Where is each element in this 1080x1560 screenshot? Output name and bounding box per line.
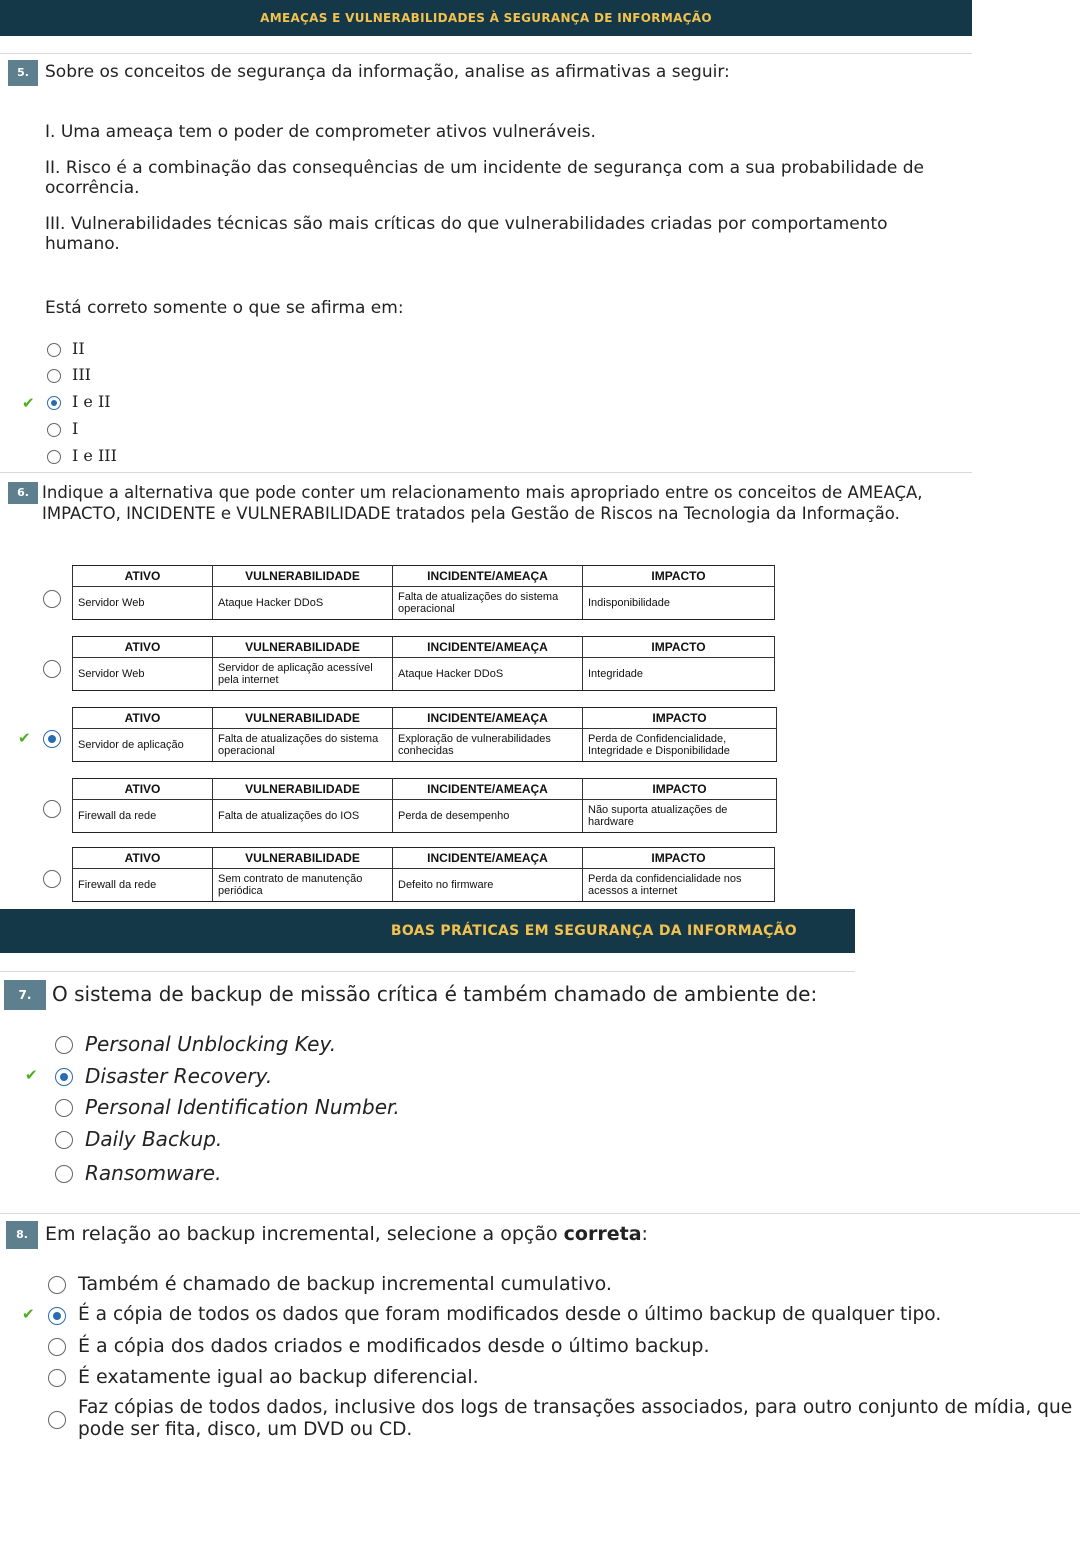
header-ativo: ATIVO bbox=[73, 708, 213, 729]
cell-incidente: Defeito no firmware bbox=[393, 869, 583, 902]
question-emphasis: correta bbox=[563, 1223, 642, 1245]
option-label[interactable]: III bbox=[72, 365, 91, 384]
option-table[interactable] bbox=[72, 636, 775, 691]
header-ativo: ATIVO bbox=[73, 848, 213, 869]
option-table[interactable] bbox=[72, 565, 775, 620]
radio-button[interactable] bbox=[48, 1338, 66, 1356]
radio-button[interactable] bbox=[47, 450, 61, 464]
section-banner-threats bbox=[0, 0, 972, 36]
cell-ativo: Servidor Web bbox=[73, 587, 213, 620]
cell-incidente: Ataque Hacker DDoS bbox=[393, 658, 583, 691]
header-impacto: IMPACTO bbox=[583, 848, 775, 869]
radio-button-selected[interactable] bbox=[55, 1068, 73, 1086]
cell-impacto: Perda da confidencialidade nos acessos a internet bbox=[583, 869, 775, 902]
radio-button[interactable] bbox=[48, 1411, 66, 1429]
cell-impacto: Não suporta atualizações de hardware bbox=[583, 800, 777, 833]
radio-button-selected[interactable] bbox=[48, 1307, 66, 1325]
statement-1: I. Uma ameaça tem o poder de comprometer ativos vulneráveis. bbox=[45, 122, 596, 142]
statement-2: II. Risco é a combinação das consequências de um incidente de segurança com a sua probabilidade de ocorrência. bbox=[45, 158, 924, 198]
option-table[interactable] bbox=[72, 707, 777, 762]
header-impacto: IMPACTO bbox=[583, 566, 775, 587]
radio-button[interactable] bbox=[48, 1276, 66, 1294]
header-vulnerabilidade: VULNERABILIDADE bbox=[213, 779, 393, 800]
cell-vulnerabilidade: Servidor de aplicação acessível pela internet bbox=[213, 658, 393, 691]
header-incidente: INCIDENTE/AMEAÇA bbox=[393, 637, 583, 658]
option-label[interactable]: Daily Backup. bbox=[85, 1127, 223, 1151]
correct-check-icon: ✔ bbox=[22, 1305, 35, 1323]
cell-incidente: Falta de atualizações do sistema operacional bbox=[393, 587, 583, 620]
option-table[interactable] bbox=[72, 847, 775, 902]
correct-check-icon: ✔ bbox=[25, 1066, 38, 1084]
correct-check-icon: ✔ bbox=[22, 394, 35, 412]
radio-button[interactable] bbox=[43, 800, 61, 818]
question-6-text: Indique a alternativa que pode conter um relacionamento mais apropriado entre os conceitos de AMEAÇA, IMPACTO, INCIDENTE e VULNERABILIDADE tratados pela Gestão de Riscos na Tecnologia da Informação. bbox=[42, 483, 923, 523]
option-label[interactable]: Personal Unblocking Key. bbox=[85, 1032, 337, 1056]
header-vulnerabilidade: VULNERABILIDADE bbox=[213, 708, 393, 729]
radio-button[interactable] bbox=[43, 660, 61, 678]
cell-ativo: Servidor Web bbox=[73, 658, 213, 691]
question-number-badge: 6. bbox=[8, 482, 38, 504]
cell-vulnerabilidade: Falta de atualizações do sistema operacional bbox=[213, 729, 393, 762]
cell-impacto: Indisponibilidade bbox=[583, 587, 775, 620]
radio-button[interactable] bbox=[55, 1165, 73, 1183]
option-label[interactable]: Disaster Recovery. bbox=[85, 1064, 273, 1088]
divider bbox=[0, 53, 972, 54]
cell-ativo: Firewall da rede bbox=[73, 800, 213, 833]
cell-vulnerabilidade: Sem contrato de manutenção periódica bbox=[213, 869, 393, 902]
header-impacto: IMPACTO bbox=[583, 779, 777, 800]
option-label[interactable]: II bbox=[72, 339, 85, 358]
header-incidente: INCIDENTE/AMEAÇA bbox=[393, 779, 583, 800]
question-number-badge: 5. bbox=[8, 60, 38, 86]
option-label[interactable]: I bbox=[72, 419, 79, 438]
radio-button[interactable] bbox=[47, 343, 61, 357]
option-label[interactable]: I e II bbox=[72, 392, 111, 411]
header-ativo: ATIVO bbox=[73, 779, 213, 800]
option-label[interactable]: Personal Identification Number. bbox=[85, 1095, 400, 1119]
question-suffix: : bbox=[641, 1223, 648, 1245]
divider bbox=[0, 1213, 1080, 1214]
header-impacto: IMPACTO bbox=[583, 708, 777, 729]
question-number-badge: 7. bbox=[4, 980, 46, 1010]
option-label[interactable]: É a cópia dos dados criados e modificados desde o último backup. bbox=[78, 1335, 710, 1357]
radio-button[interactable] bbox=[43, 590, 61, 608]
cell-ativo: Servidor de aplicação bbox=[73, 729, 213, 762]
section-title: AMEAÇAS E VULNERABILIDADES À SEGURANÇA DE INFORMAÇÃO bbox=[260, 11, 712, 25]
cell-ativo: Firewall da rede bbox=[73, 869, 213, 902]
question-8-text bbox=[45, 1222, 1045, 1246]
section-banner-best-practices bbox=[0, 909, 855, 953]
radio-button[interactable] bbox=[47, 423, 61, 437]
question-number-badge: 8. bbox=[6, 1221, 38, 1249]
question-prefix: Em relação ao backup incremental, selecione a opção bbox=[45, 1223, 564, 1245]
statement-3: III. Vulnerabilidades técnicas são mais críticas do que vulnerabilidades criadas por comportamento humano. bbox=[45, 214, 888, 254]
header-ativo: ATIVO bbox=[73, 637, 213, 658]
option-label[interactable]: I e III bbox=[72, 446, 117, 465]
option-label[interactable]: Faz cópias de todos dados, inclusive dos logs de transações associados, para outro conjunto de mídia, que pode ser fita, disco, um DVD ou CD. bbox=[78, 1397, 1073, 1440]
radio-button-selected[interactable] bbox=[47, 396, 61, 410]
header-vulnerabilidade: VULNERABILIDADE bbox=[213, 637, 393, 658]
header-ativo: ATIVO bbox=[73, 566, 213, 587]
question-5-text: Sobre os conceitos de segurança da informação, analise as afirmativas a seguir: bbox=[45, 62, 730, 82]
radio-button-selected[interactable] bbox=[43, 730, 61, 748]
radio-button[interactable] bbox=[55, 1131, 73, 1149]
question-prompt: Está correto somente o que se afirma em: bbox=[45, 298, 404, 318]
correct-check-icon: ✔ bbox=[18, 729, 31, 747]
radio-button[interactable] bbox=[48, 1369, 66, 1387]
cell-vulnerabilidade: Ataque Hacker DDoS bbox=[213, 587, 393, 620]
radio-button[interactable] bbox=[43, 870, 61, 888]
divider bbox=[0, 472, 972, 473]
header-incidente: INCIDENTE/AMEAÇA bbox=[393, 708, 583, 729]
header-vulnerabilidade: VULNERABILIDADE bbox=[213, 566, 393, 587]
cell-incidente: Perda de desempenho bbox=[393, 800, 583, 833]
option-label[interactable]: Também é chamado de backup incremental cumulativo. bbox=[78, 1273, 612, 1295]
radio-button[interactable] bbox=[55, 1036, 73, 1054]
radio-button[interactable] bbox=[55, 1099, 73, 1117]
header-vulnerabilidade: VULNERABILIDADE bbox=[213, 848, 393, 869]
divider bbox=[0, 971, 855, 972]
option-table[interactable] bbox=[72, 778, 777, 833]
header-impacto: IMPACTO bbox=[583, 637, 775, 658]
option-label[interactable]: Ransomware. bbox=[85, 1161, 222, 1185]
header-incidente: INCIDENTE/AMEAÇA bbox=[393, 848, 583, 869]
cell-impacto: Integridade bbox=[583, 658, 775, 691]
radio-button[interactable] bbox=[47, 369, 61, 383]
header-incidente: INCIDENTE/AMEAÇA bbox=[393, 566, 583, 587]
cell-incidente: Exploração de vulnerabilidades conhecidas bbox=[393, 729, 583, 762]
section-title: BOAS PRÁTICAS EM SEGURANÇA DA INFORMAÇÃO bbox=[390, 923, 797, 939]
option-label[interactable]: É exatamente igual ao backup diferencial. bbox=[78, 1366, 479, 1388]
cell-impacto: Perda de Confidencialidade, Integridade e Disponibilidade bbox=[583, 729, 777, 762]
cell-vulnerabilidade: Falta de atualizações do IOS bbox=[213, 800, 393, 833]
option-label[interactable]: É a cópia de todos os dados que foram modificados desde o último backup de qualquer tipo. bbox=[78, 1304, 942, 1325]
question-7-text: O sistema de backup de missão crítica é também chamado de ambiente de: bbox=[52, 982, 818, 1006]
